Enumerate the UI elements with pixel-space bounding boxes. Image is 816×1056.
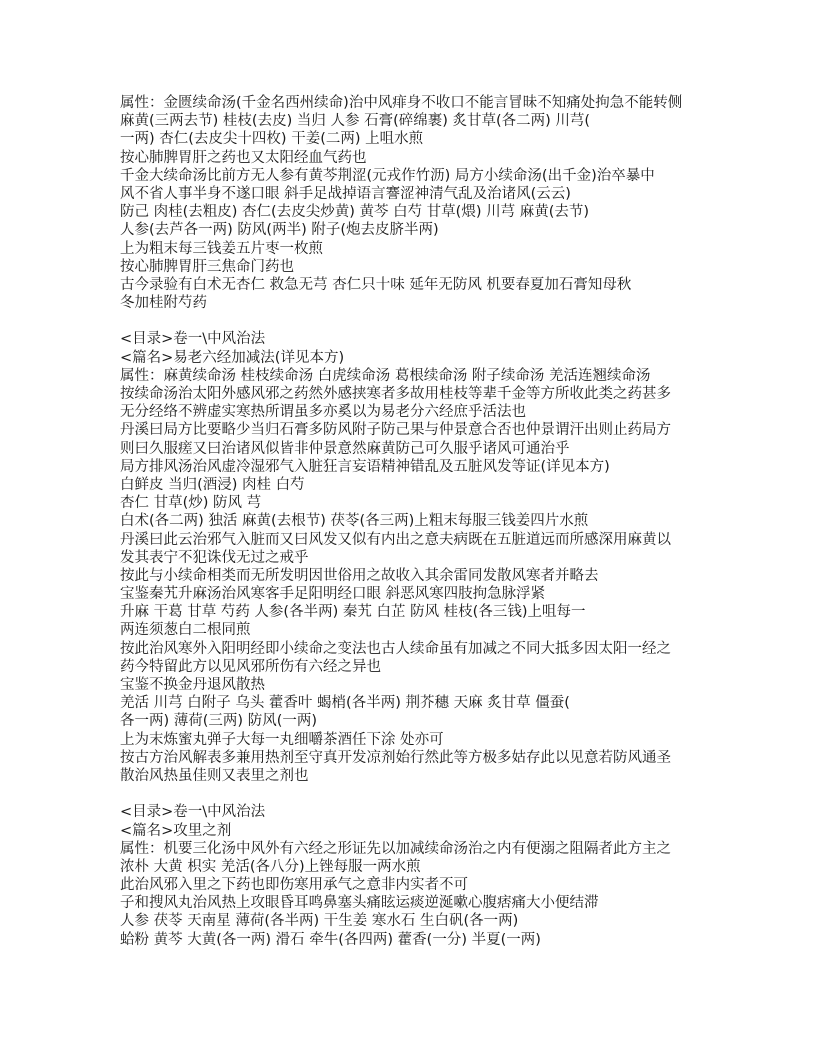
text-line: 人参(去芦各一两) 防风(两半) 附子(炮去皮脐半两) bbox=[120, 222, 439, 239]
text-line: <目录>卷一\中风治法 bbox=[120, 804, 266, 821]
text-line: 人参 茯苓 天南星 薄荷(各半两) 干生姜 寒水石 生白矾(各一两) bbox=[120, 913, 519, 930]
text-line: 药今特留此方以见风邪所伤有六经之异也 bbox=[120, 658, 381, 675]
section-spacer bbox=[120, 312, 700, 330]
text-line: 丹溪曰局方比要略少当归石膏多防风附子防己果与仲景意合否也仲景谓汗出则止药局方 bbox=[120, 422, 671, 439]
text-line: 按此与小续命相类而无所发明因世俗用之故收入其余雷同发散风寒者并略去 bbox=[120, 567, 599, 584]
text-line: 丹溪曰此云治邪气入脏而又曰风发又似有内出之意夫病既在五脏道远而所感深用麻黄以 bbox=[120, 531, 671, 548]
section-spacer bbox=[120, 785, 700, 803]
text-line: 发其表宁不犯诛伐无过之戒乎 bbox=[120, 549, 309, 566]
text-line: <篇名>攻里之剂 bbox=[120, 822, 232, 839]
text-line: 散治风热虽佳则又表里之剂也 bbox=[120, 767, 309, 784]
text-line: 属性：金匮续命汤(千金名西州续命)治中风痱身不收口不能言冒昧不知痛处拘急不能转侧 bbox=[120, 95, 683, 111]
text-line: 按心肺脾胃肝三焦命门药也 bbox=[120, 258, 294, 275]
text-line: <篇名>易老六经加减法(详见本方) bbox=[120, 349, 345, 366]
text-section bbox=[120, 803, 700, 949]
text-line: 杏仁 甘草(炒) 防风 芎 bbox=[120, 495, 262, 512]
text-line: 白术(各二两) 独活 麻黄(去根节) 茯苓(各三两)上粗末每服三钱姜四片水煎 bbox=[120, 513, 589, 530]
text-line: 宝鉴秦艽升麻汤治风寒客手足阳明经口眼 斜恶风寒四肢拘急脉浮紧 bbox=[120, 586, 546, 603]
text-line: 按心肺脾胃肝之药也又太阳经血气药也 bbox=[120, 149, 367, 166]
text-section bbox=[120, 330, 700, 785]
text-line: 麻黄(三两去节) 桂枝(去皮) 当归 人参 石膏(碎绵裹) 炙甘草(各二两) 川芎( bbox=[120, 113, 591, 130]
text-line: 按此治风寒外入阳明经即小续命之变法也古人续命虽有加减之不同大抵多因太阳一经之 bbox=[120, 640, 671, 657]
text-line: 宝鉴不换金丹退风散热 bbox=[120, 677, 265, 693]
text-line: 局方排风汤治风虚冷湿邪气入脏狂言妄语精神错乱及五脏风发等证(详见本方) bbox=[120, 458, 610, 475]
text-line: 古今录验有白术无杏仁 救急无芎 杏仁只十味 延年无防风 机要春夏加石膏知母秋 bbox=[120, 276, 632, 293]
text-line: <目录>卷一\中风治法 bbox=[120, 331, 266, 348]
text-line: 按续命汤治太阳外感风邪之药然外感挟寒者多故用桂枝等辈千金等方所收此类之药甚多 bbox=[120, 386, 671, 402]
text-line: 冬加桂附芍药 bbox=[120, 295, 207, 312]
text-line: 子和搜风丸治风热上攻眼昏耳鸣鼻塞头痛眩运痰逆涎嗽心腹痞痛大小便结滞 bbox=[120, 895, 599, 912]
text-line: 白鲜皮 当归(酒浸) 肉桂 白芍 bbox=[120, 476, 305, 493]
text-line: 属性：麻黄续命汤 桂枝续命汤 白虎续命汤 葛根续命汤 附子续命汤 羌活连翘续命汤 bbox=[120, 367, 651, 384]
text-line: 风不省人事半身不遂口眼 斜手足战掉语言謇涩神清气乱及治诸风(云云) bbox=[120, 185, 571, 202]
text-section bbox=[120, 94, 700, 312]
text-line: 一两) 杏仁(去皮尖十四枚) 干姜(二两) 上咀水煎 bbox=[120, 131, 424, 148]
text-line: 无分经络不辨虚实寒热所谓虽多亦奚以为易老分六经庶乎活法也 bbox=[120, 404, 526, 421]
text-line: 千金大续命汤比前方无人参有黄芩荆涩(元戎作竹沥) 局方小续命汤(出千金)治卒暴中 bbox=[120, 167, 655, 184]
text-line: 浓朴 大黄 枳实 羌活(各八分)上锉每服一两水煎 bbox=[120, 858, 421, 875]
text-line: 两连须葱白二根同煎 bbox=[120, 622, 251, 639]
text-line: 蛤粉 黄芩 大黄(各一两) 滑石 牵牛(各四两) 藿香(一分) 半夏(一两) bbox=[120, 931, 541, 948]
text-line: 上为粗末每三钱姜五片枣一枚煎 bbox=[120, 240, 323, 257]
text-line: 则曰久服瘥又曰治诸风似皆非仲景意然麻黄防己可久服乎诸风可通治乎 bbox=[120, 440, 570, 457]
text-line: 属性：机要三化汤中风外有六经之形证先以加减续命汤治之内有便溺之阻隔者此方主之 bbox=[120, 840, 671, 857]
text-line: 按古方治风解表多兼用热剂至守真开发凉剂始行然此等方极多姑存此以见意若防风通圣 bbox=[120, 749, 671, 766]
text-line: 升麻 干葛 甘草 芍药 人参(各半两) 秦艽 白芷 防风 桂枝(各三钱)上咀每一 bbox=[120, 604, 586, 621]
text-line: 此治风邪入里之下药也即伤寒用承气之意非内实者不可 bbox=[120, 877, 468, 894]
document-page bbox=[120, 94, 700, 949]
text-line: 上为末炼蜜丸弹子大每一丸细嚼茶酒任下涂 处亦可 bbox=[120, 731, 444, 748]
text-line: 各一两) 薄荷(三两) 防风(一两) bbox=[120, 713, 318, 730]
text-line: 防己 肉桂(去粗皮) 杏仁(去皮尖炒黄) 黄芩 白芍 甘草(煨) 川芎 麻黄(去节) bbox=[120, 204, 590, 221]
text-line: 羌活 川芎 白附子 乌头 藿香叶 蝎梢(各半两) 荆芥穗 天麻 炙甘草 僵蚕( bbox=[120, 695, 570, 712]
